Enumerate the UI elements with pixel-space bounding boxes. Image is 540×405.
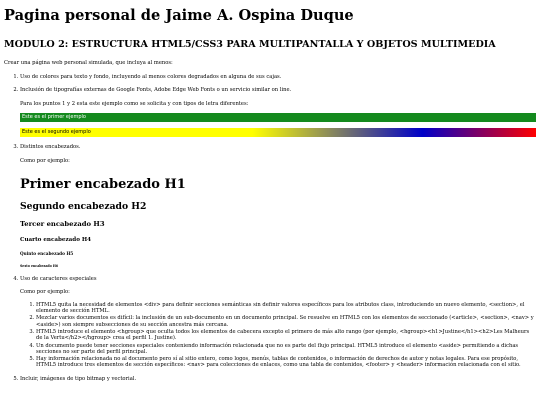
font-example-bar-1: Este es el primer ejemplo — [20, 113, 536, 122]
list-item — [20, 74, 536, 81]
heading-example-h4: Cuarto encabezado H4 — [20, 236, 92, 243]
requirements-list — [4, 74, 536, 383]
font-example-bar-2: Este es el segundo ejemplo — [20, 128, 536, 137]
list-item: 4. Un documento puede tener secciones especiales conteniendo información relacionada que no es parte del flujo principal. HTML5 introduce el elemento <aside> permitiendo a dichas secciones no ser parte del perfil principal. — [36, 343, 536, 356]
item-label: Incluir, imágenes de tipo bitmap y vectorial. — [20, 375, 137, 382]
module-heading: MODULO 2: ESTRUCTURA HTML5/CSS3 PARA MULTIPANTALLA Y OBJETOS MULTIMEDIA — [4, 39, 496, 50]
item-label: Uso de colores para texto y fondo, incluyendo al menos colores degradados en alguna de sus cajas. — [20, 73, 282, 80]
item-label: Inclusión de tipografías externas de Google Fonts, Adobe Edge Web Fonts o un servicio similar on line. — [20, 87, 292, 94]
list-item: 2. Mezclar varios documentos es difícil: la inclusión de un sub-documento en un documento principal. Se resuelve en HTML5 con los elementos de seccionado (<article>, <section>, <nav> y <aside>) son siempre subsecciones de su sección ancestra más cercana. — [36, 315, 536, 328]
special-chars-list — [20, 302, 536, 369]
heading-example-h6: Sexto encabezado H6 — [20, 263, 59, 268]
list-item — [20, 144, 536, 268]
list-item: 5. Hay información relacionada no al documento pero sí al sitio entero, como logos, menús, tablas de contenidos, o información de derechos de autor y notas legales. Para ese propósito, HTML5 introduce tres elementos de sección específicos: <nav> para colecciones de enlaces, como una tabla de contenidos, <footer> y <header> información relacionada con el sitio. — [36, 356, 536, 369]
item-note: Para los puntos 1 y 2 esta este ejemplo como se solicita y con tipos de letra diferentes: — [20, 100, 249, 107]
heading-example-h1: Primer encabezado H1 — [20, 176, 186, 192]
heading-example-h2: Segundo encabezado H2 — [20, 200, 147, 212]
item-note: Como por ejemplo: — [20, 157, 70, 164]
list-item — [20, 376, 536, 383]
item-label: Distintos encabezados. — [20, 144, 81, 151]
item-note: Como por ejemplo: — [20, 289, 70, 296]
item-label: Uso de caracteres especiales — [20, 275, 97, 282]
heading-example-h3: Tercer encabezado H3 — [20, 219, 105, 228]
heading-example-h5: Quinto encabezado H5 — [20, 250, 74, 256]
list-item — [20, 276, 536, 369]
list-item — [20, 87, 536, 137]
list-item: 3. HTML5 introduce el elemento <hgroup> que oculta todos los elementos de cabecera excepto el primero de más alto rango (por ejemplo, <hgroup><h1>Justine</h1><h2>Les Malheurs de la Vertu</h2></hgroup> crea el perfil 1. Justine). — [36, 329, 536, 342]
intro-text: Crear una página web personal simulada, que incluya al menos: — [4, 60, 173, 66]
page-title: Pagina personal de Jaime A. Ospina Duque — [4, 7, 354, 24]
list-item: 1. HTML5 quita la necesidad de elementos <div> para definir secciones semánticas sin definir valores específicos para los atributos class, introduciendo un nuevo elemento, <section>, el elemento de sección HTML. — [36, 302, 536, 315]
